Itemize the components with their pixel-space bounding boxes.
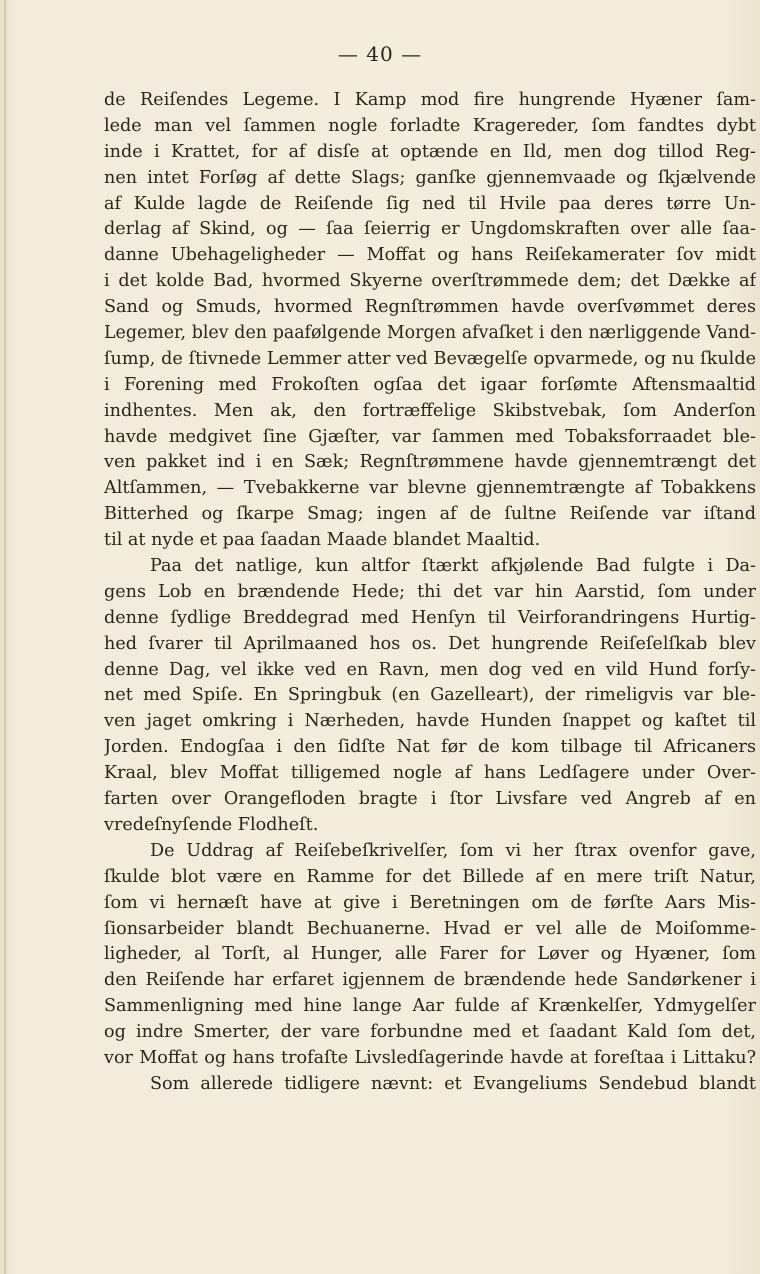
text-line: Kraal, blev Moffat tilligemed nogle af hans Ledſagere under Over-: [104, 763, 756, 784]
text-line: Bitterhed og ſkarpe Smag; ingen af de ſultne Reiſende var iſtand: [104, 504, 756, 525]
text-line: af Kulde lagde de Reiſende ſig ned til Hvile paa deres tørre Un-: [104, 193, 756, 214]
text-line: de Reiſendes Legeme. I Kamp mod fire hungrende Hyæner ſam-: [104, 90, 756, 110]
page-edge: [4, 0, 6, 1274]
text-line: havde medgivet ſine Gjæſter, var ſammen med Tobaksforraadet ble-: [104, 426, 756, 447]
text-line: Altſammen, — Tvebakkerne var blevne gjennemtrængte af Tobakkens: [104, 478, 756, 499]
text-line: vredeſnyſende Flodheſt.: [104, 814, 319, 835]
text-line: Paa det natlige, kun altfor ſtærkt afkjølende Bad fulgte i Da-: [150, 556, 756, 577]
text-line: Jorden. Endogſaa i den ſidſte Nat før de kom tilbage til Africaners: [104, 737, 756, 758]
text-line: den Reiſende har erfaret igjennem de brændende hede Sandørkener i: [104, 970, 756, 991]
text-line: nen intet Forſøg af dette Slags; ganſke gjennemvaade og ſkjælvende: [104, 167, 756, 188]
text-line: inde i Krattet, for af disſe at optænde en Ild, men dog tillod Reg-: [104, 141, 756, 162]
text-line: danne Ubehageligheder — Moffat og hans Reiſekamerater ſov midt: [104, 245, 756, 266]
text-line: Sammenligning med hine lange Aar fulde af Krænkelſer, Ydmygelſer: [104, 996, 756, 1017]
page-number: — 40 —: [337, 42, 423, 66]
text-line: hed ſvarer til Aprilmaaned hos os. Det hungrende Reiſeſelſkab blev: [104, 633, 756, 654]
text-line: ven jaget omkring i Nærheden, havde Hunden ſnappet og kaſtet til: [104, 711, 756, 732]
text-line: vor Moffat og hans trofaſte Livsledſagerinde havde at foreſtaa i Littaku?: [104, 1047, 756, 1068]
text-line: indhentes. Men ak, den fortræffelige Skibstvebak, ſom Anderſon: [104, 400, 756, 421]
text-line: i det kolde Bad, hvormed Skyerne overſtrømmede dem; det Dække af: [104, 271, 756, 292]
text-line: Sand og Smuds, hvormed Regnſtrømmen havde overſvømmet deres: [104, 297, 756, 318]
text-line: net med Spiſe. En Springbuk (en Gazelleart), der rimeligvis var ble-: [104, 685, 756, 706]
text-line: ſump, de ſtivnede Lemmer atter ved Bevægelſe opvarmede, og nu ſkulde: [104, 348, 756, 369]
text-line: ſionsarbeider blandt Bechuanerne. Hvad er vel alle de Moiſomme-: [104, 918, 756, 939]
text-line: ven pakket ind i en Sæk; Regnſtrømmene havde gjennemtrængt det: [104, 452, 756, 473]
text-line: denne ſydlige Breddegrad med Henſyn til Veirforandringens Hurtig-: [104, 607, 756, 628]
text-line: gens Lob en brændende Hede; thi det var hin Aarstid, ſom under: [104, 581, 756, 602]
text-line: ſkulde blot være en Ramme for det Billede af en mere triſt Natur,: [104, 866, 756, 887]
text-line: De Uddrag af Reiſebeſkrivelſer, ſom vi her ſtrax ovenfor gave,: [150, 840, 756, 861]
text-line: Legemer, blev den paafølgende Morgen afvaſket i den nærliggende Vand-: [104, 323, 756, 344]
text-line: og indre Smerter, der vare forbundne med et ſaadant Kald ſom det,: [104, 1022, 756, 1043]
text-line: derlag af Skind, og — ſaa ſeierrig er Ungdomskraften over alle ſaa-: [104, 219, 756, 240]
text-line: i Forening med Frokoſten ogſaa det igaar forſømte Aftensmaaltid: [104, 374, 756, 395]
text-line: Som allerede tidligere nævnt: et Evangeliums Sendebud blandt: [150, 1073, 756, 1094]
text-line: lede man vel ſammen nogle forladte Kragereder, ſom fandtes dybt: [104, 115, 756, 136]
body-text: [104, 88, 756, 1098]
text-line: til at nyde et paa ſaadan Maade blandet Maaltid.: [104, 530, 541, 551]
text-line: ſom vi hernæſt have at give i Beretningen om de førſte Aars Mis-: [104, 892, 756, 913]
text-line: ligheder, al Torſt, al Hunger, alle Farer for Løver og Hyæner, ſom: [104, 944, 756, 965]
text-line: farten over Orangefloden bragte i ſtor Livsfare ved Angreb af en: [104, 789, 756, 810]
text-line: denne Dag, vel ikke ved en Ravn, men dog ved en vild Hund forſy-: [104, 659, 756, 680]
